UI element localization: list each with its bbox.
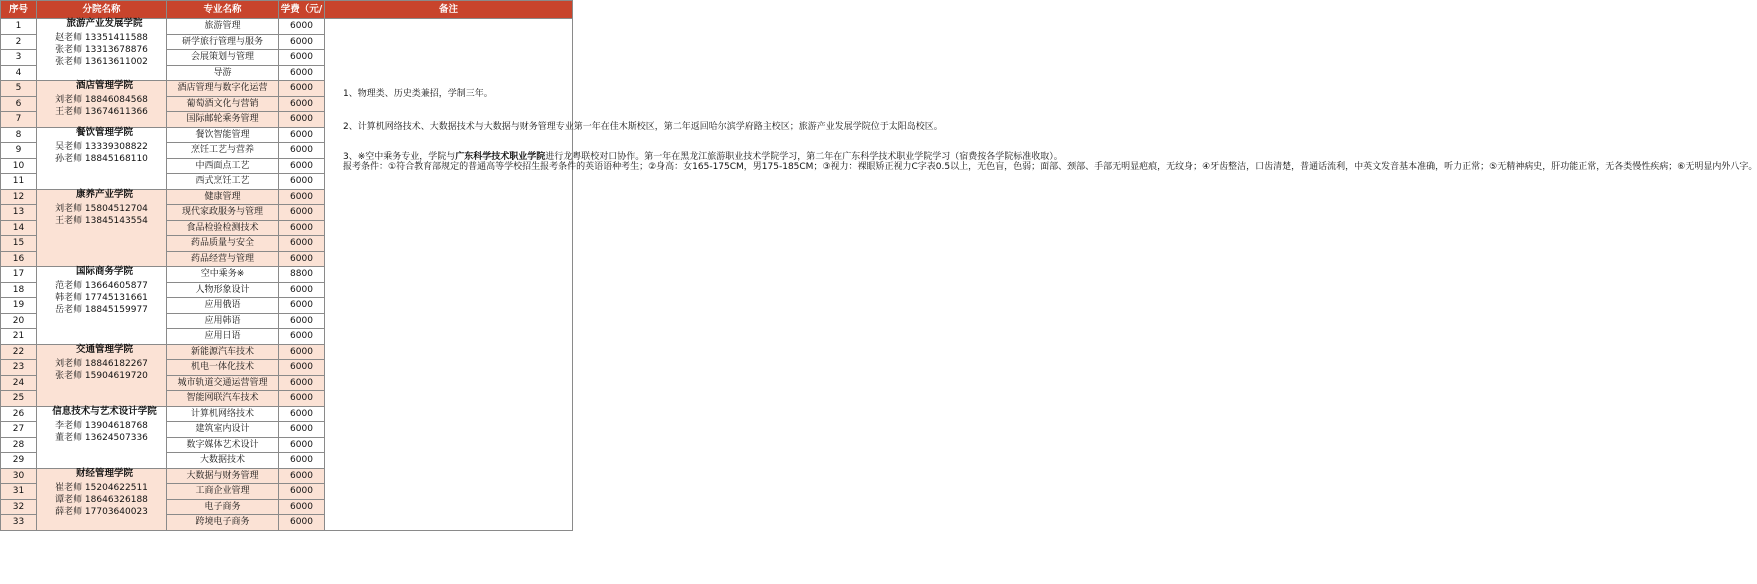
row-index: 22 <box>1 344 37 360</box>
campus-name: 酒店管理学院 <box>75 80 133 91</box>
major-name: 机电一体化技术 <box>167 360 279 376</box>
row-index: 24 <box>1 375 37 391</box>
major-name: 计算机网络技术 <box>167 406 279 422</box>
row-index: 27 <box>1 422 37 438</box>
tuition-fee: 6000 <box>279 236 325 252</box>
major-name: 国际邮轮乘务管理 <box>167 112 279 128</box>
row-index: 5 <box>1 81 37 97</box>
tuition-fee: 6000 <box>279 220 325 236</box>
major-name: 电子商务 <box>167 499 279 515</box>
teacher-contact: 张老师 13313678876 <box>55 45 148 55</box>
tuition-fee: 6000 <box>279 112 325 128</box>
teacher-contact: 崔老师 15204622511 <box>55 482 148 493</box>
campus-cell <box>37 406 167 468</box>
teacher-contact: 张老师 15904619720 <box>55 370 148 381</box>
major-name: 健康管理 <box>167 189 279 205</box>
note-requirements: 报考条件：①符合教育部规定的普通高等学校招生报考条件的英语语种考生；②身高：女165-175CM，男175-185CM；③视力：裸眼矫正视力C字表0.5以上，无色盲，色弱；面部、颈部、手部无明显疤痕，无纹身；④牙齿整洁，口齿清楚，普通话流利，中英文发音基本准确，听力正常；⑤无精神病史，肝功能正常，无各类慢性疾病；⑥无明显内外八字。 <box>343 162 1757 172</box>
row-index: 33 <box>1 515 37 531</box>
major-name: 大数据技术 <box>167 453 279 469</box>
campus-name: 信息技术与艺术设计学院 <box>52 405 157 417</box>
major-name: 大数据与财务管理 <box>167 468 279 484</box>
tuition-fee: 8800 <box>279 267 325 283</box>
major-name: 药品经营与管理 <box>167 251 279 267</box>
major-name: 导游 <box>167 65 279 81</box>
row-index: 19 <box>1 298 37 314</box>
tuition-fee: 6000 <box>279 127 325 143</box>
tuition-fee: 6000 <box>279 282 325 298</box>
note-1: 1、物理类、历史类兼招，学制三年。 <box>343 89 493 99</box>
major-name: 新能源汽车技术 <box>167 344 279 360</box>
header-index: 序号 <box>1 1 37 19</box>
teacher-contact: 孙老师 18845168110 <box>55 153 148 164</box>
row-index: 21 <box>1 329 37 345</box>
tuition-fee: 6000 <box>279 65 325 81</box>
teacher-contact: 谭老师 18646326188 <box>55 494 148 505</box>
teacher-contact: 董老师 13624507336 <box>55 432 148 443</box>
teacher-contact: 范老师 13664605877 <box>55 281 148 291</box>
tuition-fee: 6000 <box>279 34 325 50</box>
tuition-fee: 6000 <box>279 515 325 531</box>
tuition-fee: 6000 <box>279 406 325 422</box>
tuition-fee: 6000 <box>279 329 325 345</box>
row-index: 16 <box>1 251 37 267</box>
major-name: 数字媒体艺术设计 <box>167 437 279 453</box>
major-name: 应用韩语 <box>167 313 279 329</box>
notes-cell <box>325 19 1757 531</box>
campus-name: 旅游产业发展学院 <box>66 18 143 29</box>
row-index: 7 <box>1 112 37 128</box>
major-name: 智能网联汽车技术 <box>167 391 279 407</box>
tuition-fee: 6000 <box>279 251 325 267</box>
tuition-fee: 6000 <box>279 81 325 97</box>
row-index: 3 <box>1 50 37 66</box>
row-index: 20 <box>1 313 37 329</box>
major-name: 建筑室内设计 <box>167 422 279 438</box>
teacher-contact: 张老师 13613611002 <box>55 57 148 67</box>
major-name: 会展策划与管理 <box>167 50 279 66</box>
major-name: 空中乘务※ <box>167 267 279 283</box>
campus-cell <box>37 344 167 406</box>
tuition-fee: 6000 <box>279 360 325 376</box>
major-name: 工商企业管理 <box>167 484 279 500</box>
row-index: 6 <box>1 96 37 112</box>
row-index: 23 <box>1 360 37 376</box>
teacher-contact: 王老师 13674611366 <box>55 107 148 117</box>
header-campus: 分院名称 <box>37 1 167 19</box>
campus-cell <box>37 81 167 128</box>
major-name: 中西面点工艺 <box>167 158 279 174</box>
tuition-fee: 6000 <box>279 313 325 329</box>
tuition-fee: 6000 <box>279 19 325 35</box>
row-index: 2 <box>1 34 37 50</box>
row-index: 4 <box>1 65 37 81</box>
major-name: 现代家政服务与管理 <box>167 205 279 221</box>
tuition-fee: 6000 <box>279 158 325 174</box>
teacher-contact: 韩老师 17745131661 <box>55 293 148 303</box>
campus-name: 康养产业学院 <box>75 188 133 200</box>
teacher-contact: 王老师 13845143554 <box>55 215 148 226</box>
tuition-fee: 6000 <box>279 375 325 391</box>
tuition-fee: 6000 <box>279 143 325 159</box>
note-3-text-a: 3、※空中乘务专业，学院与 <box>343 152 456 162</box>
row-index: 26 <box>1 406 37 422</box>
major-name: 烹饪工艺与营养 <box>167 143 279 159</box>
table-body <box>1 18 1757 531</box>
major-name: 食品检验检测技术 <box>167 220 279 236</box>
campus-cell <box>37 19 167 81</box>
row-index: 18 <box>1 282 37 298</box>
row-index: 32 <box>1 499 37 515</box>
campus-name: 国际商务学院 <box>75 266 133 277</box>
row-index: 11 <box>1 174 37 190</box>
major-name: 酒店管理与数字化运营 <box>167 81 279 97</box>
row-index: 17 <box>1 267 37 283</box>
row-index: 31 <box>1 484 37 500</box>
row-index: 15 <box>1 236 37 252</box>
table-row <box>1 19 573 35</box>
major-name: 应用俄语 <box>167 298 279 314</box>
row-index: 8 <box>1 127 37 143</box>
tuition-fee: 6000 <box>279 189 325 205</box>
tuition-fee: 6000 <box>279 298 325 314</box>
header-fee: 学费（元/ <box>279 1 325 19</box>
row-index: 28 <box>1 437 37 453</box>
note-3 <box>325 152 1063 162</box>
row-index: 25 <box>1 391 37 407</box>
campus-cell <box>37 189 167 267</box>
tuition-fee: 6000 <box>279 96 325 112</box>
tuition-fee: 6000 <box>279 499 325 515</box>
major-name: 西式烹饪工艺 <box>167 174 279 190</box>
tuition-fee: 6000 <box>279 422 325 438</box>
row-index: 9 <box>1 143 37 159</box>
major-name: 应用日语 <box>167 329 279 345</box>
row-index: 29 <box>1 453 37 469</box>
campus-cell <box>37 468 167 530</box>
row-index: 14 <box>1 220 37 236</box>
partner-college: 广东科学技术职业学院 <box>455 152 546 162</box>
teacher-contact: 赵老师 13351411588 <box>55 33 148 43</box>
note-2: 2、计算机网络技术、大数据技术与大数据与财务管理专业第一年在佳木斯校区，第二年返回哈尔滨学府路主校区；旅游产业发展学院位于太阳岛校区。 <box>343 122 943 132</box>
major-name: 人物形象设计 <box>167 282 279 298</box>
major-name: 旅游管理 <box>167 19 279 35</box>
major-name: 餐饮智能管理 <box>167 127 279 143</box>
tuition-fee: 6000 <box>279 50 325 66</box>
teacher-contact: 吴老师 13339308822 <box>55 141 148 152</box>
note-3-text-b: 进行龙粤联校对口协作。第一年在黑龙江旅游职业技术学院学习，第二年在广东科学技术职业学院学习（宿费按各学院标准收取）。 <box>545 152 1063 162</box>
teacher-contact: 薛老师 17703640023 <box>55 506 148 517</box>
teacher-contact: 李老师 13904618768 <box>55 420 148 431</box>
tuition-fee: 6000 <box>279 437 325 453</box>
campus-name: 交通管理学院 <box>75 343 133 355</box>
row-index: 10 <box>1 158 37 174</box>
teacher-contact: 刘老师 18846084568 <box>55 95 148 105</box>
campus-cell <box>37 267 167 345</box>
row-index: 13 <box>1 205 37 221</box>
major-name: 城市轨道交通运营管理 <box>167 375 279 391</box>
teacher-contact: 岳老师 18845159977 <box>55 305 148 315</box>
row-index: 12 <box>1 189 37 205</box>
teacher-contact: 刘老师 15804512704 <box>55 203 148 214</box>
tuition-fee: 6000 <box>279 344 325 360</box>
campus-name: 财经管理学院 <box>75 467 133 479</box>
tuition-fee: 6000 <box>279 205 325 221</box>
campus-cell <box>37 127 167 189</box>
major-name: 葡萄酒文化与营销 <box>167 96 279 112</box>
tuition-fee: 6000 <box>279 174 325 190</box>
major-name: 药品质量与安全 <box>167 236 279 252</box>
major-name: 研学旅行管理与服务 <box>167 34 279 50</box>
row-index: 30 <box>1 468 37 484</box>
header-notes: 备注 <box>325 1 573 19</box>
tuition-fee: 6000 <box>279 468 325 484</box>
tuition-fee: 6000 <box>279 453 325 469</box>
row-index: 1 <box>1 19 37 35</box>
header-row <box>1 1 573 19</box>
tuition-fee: 6000 <box>279 484 325 500</box>
teacher-contact: 刘老师 18846182267 <box>55 358 148 369</box>
major-name: 跨境电子商务 <box>167 515 279 531</box>
header-major: 专业名称 <box>167 1 279 19</box>
tuition-fee: 6000 <box>279 391 325 407</box>
campus-name: 餐饮管理学院 <box>75 126 133 138</box>
